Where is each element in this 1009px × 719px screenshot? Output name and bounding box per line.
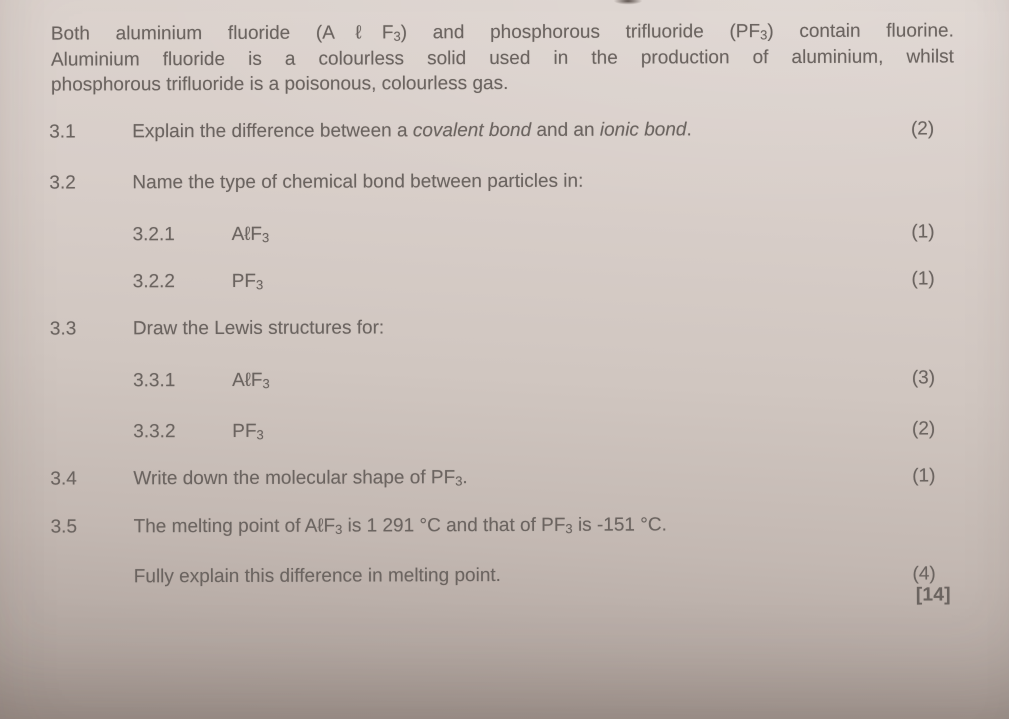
intro-line-1: Both aluminium fluoride (AℓF$_3$) and phosphorous trifluoride $(PF_3)$ contain fluorine. [50, 20, 954, 45]
marks: (4) [912, 563, 936, 585]
question-number: 3.3 [49, 318, 77, 340]
question-3-3-1 [133, 365, 935, 393]
chemical-formula: AℓF$_3$ [231, 223, 270, 246]
intro-paragraph [51, 18, 954, 98]
chemical-formula: $PF_3$ [231, 270, 264, 293]
question-text: The melting point of AℓF$_3$ is 1 291 °C and that of $PF_3$ is -151 °C. [133, 514, 667, 538]
question-3-2-1 [133, 219, 935, 247]
question-number: 3.3.2 [133, 421, 176, 443]
subscript: 3 [262, 376, 270, 392]
subscript: 3 [565, 521, 573, 537]
question-number: 3.1 [49, 121, 76, 143]
subscript: 3 [455, 473, 463, 489]
question-3-2 [49, 167, 934, 195]
chemical-formula: AℓF$_3$ [232, 369, 270, 392]
question-number: 3.4 [50, 468, 77, 490]
question-3-4 [50, 463, 935, 491]
marks: (3) [911, 367, 936, 389]
question-3-5-continuation [134, 561, 936, 589]
subscript: 3 [261, 230, 270, 246]
chemical-formula: $PF_3$ [232, 420, 264, 443]
subscript: 3 [393, 28, 401, 44]
question-3-3 [50, 313, 935, 341]
marks: (1) [911, 221, 935, 243]
question-text: Write down the molecular shape of $PF_3$. [133, 467, 468, 490]
intro-line-2: Aluminium fluoride is a colourless solid used in the production of aluminium, whilst [50, 45, 954, 71]
subscript: 3 [256, 427, 264, 443]
question-3-2-2 [133, 266, 935, 294]
question-3-5 [51, 511, 936, 539]
question-number: 3.3.1 [133, 370, 176, 392]
question-text: Explain the difference between a covalent bond and an ionic bond. [132, 119, 692, 143]
italic-term: covalent bond [412, 119, 532, 142]
marks: (1) [911, 268, 935, 290]
question-text: Name the type of chemical bond between particles in: [132, 170, 584, 194]
subscript: 3 [760, 27, 768, 43]
question-text: Fully explain this difference in melting point. [133, 565, 501, 588]
question-number: 3.2.1 [132, 224, 175, 246]
question-3-3-2 [133, 416, 935, 444]
total-marks: [14] [915, 584, 951, 606]
subscript: 3 [335, 521, 343, 537]
intro-line-3: phosphorous trifluoride is a poisonous, colourless gas. [51, 72, 509, 96]
marks: (2) [911, 418, 936, 440]
question-number: 3.2.2 [132, 271, 176, 293]
subscript: 3 [255, 277, 264, 293]
italic-term: ionic bond [599, 119, 687, 141]
question-number: 3.2 [49, 172, 76, 194]
question-3-1 [49, 116, 934, 144]
marks: (2) [910, 118, 935, 140]
marks: (1) [912, 465, 936, 487]
question-text: Draw the Lewis structures for: [132, 317, 385, 340]
question-number: 3.5 [50, 516, 78, 538]
